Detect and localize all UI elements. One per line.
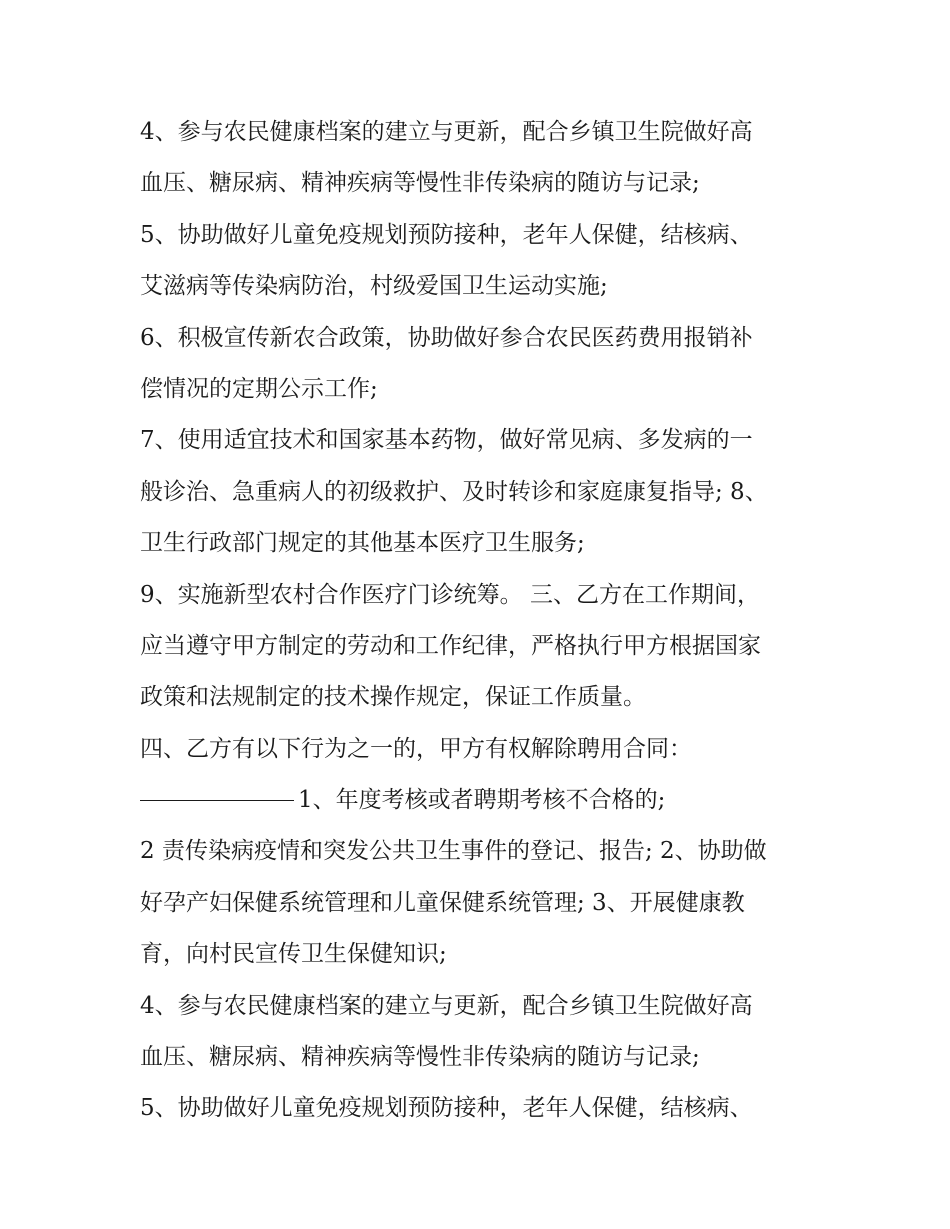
text-line: 血压、糖尿病、精神疾病等慢性非传染病的随访与记录; <box>140 1044 700 1071</box>
document-body <box>140 107 820 1135</box>
text-line: 卫生行政部门规定的其他基本医疗卫生服务; <box>140 530 585 557</box>
text-line: 四、乙方有以下行为之一的，甲方有权解除聘用合同： <box>140 735 692 762</box>
text-line: 血压、糖尿病、精神疾病等慢性非传染病的随访与记录; <box>140 170 700 197</box>
fill-in-blank <box>140 799 294 801</box>
text-line: 4、参与农民健康档案的建立与更新，配合乡镇卫生院做好高 <box>140 992 753 1019</box>
text-line: 6、积极宣传新农合政策，协助做好参合农民医药费用报销补 <box>140 324 753 351</box>
text-line: 5、协助做好儿童免疫规划预防接种，老年人保健，结核病、 <box>140 1095 753 1122</box>
text-line: 2 责传染病疫情和突发公共卫生事件的登记、报告; 2、协助做 <box>140 838 767 865</box>
text-line: 应当遵守甲方制定的劳动和工作纪律，严格执行甲方根据国家 <box>140 632 761 659</box>
text-line: 5、协助做好儿童免疫规划预防接种，老年人保健，结核病、 <box>140 221 753 248</box>
text-segment: 1、年度考核或者聘期考核不合格的; <box>298 787 666 814</box>
text-line: 偿情况的定期公示工作; <box>140 375 378 402</box>
text-line: 育，向村民宣传卫生保健知识; <box>140 941 447 968</box>
text-line-with-blank <box>140 775 820 826</box>
text-line: 政策和法规制定的技术操作规定，保证工作质量。 <box>140 684 646 711</box>
text-line: 7、使用适宜技术和国家基本药物，做好常见病、多发病的一 <box>140 427 753 454</box>
text-line: 般诊治、急重病人的初级救护、及时转诊和家庭康复指导; 8、 <box>140 478 768 505</box>
text-line: 9、实施新型农村合作医疗门诊统筹。 三、乙方在工作期间， <box>140 581 760 608</box>
text-line: 4、参与农民健康档案的建立与更新，配合乡镇卫生院做好高 <box>140 119 753 145</box>
text-line: 艾滋病等传染病防治，村级爱国卫生运动实施; <box>140 273 608 300</box>
text-line: 好孕产妇保健系统管理和儿童保健系统管理; 3、开展健康教 <box>140 889 745 916</box>
